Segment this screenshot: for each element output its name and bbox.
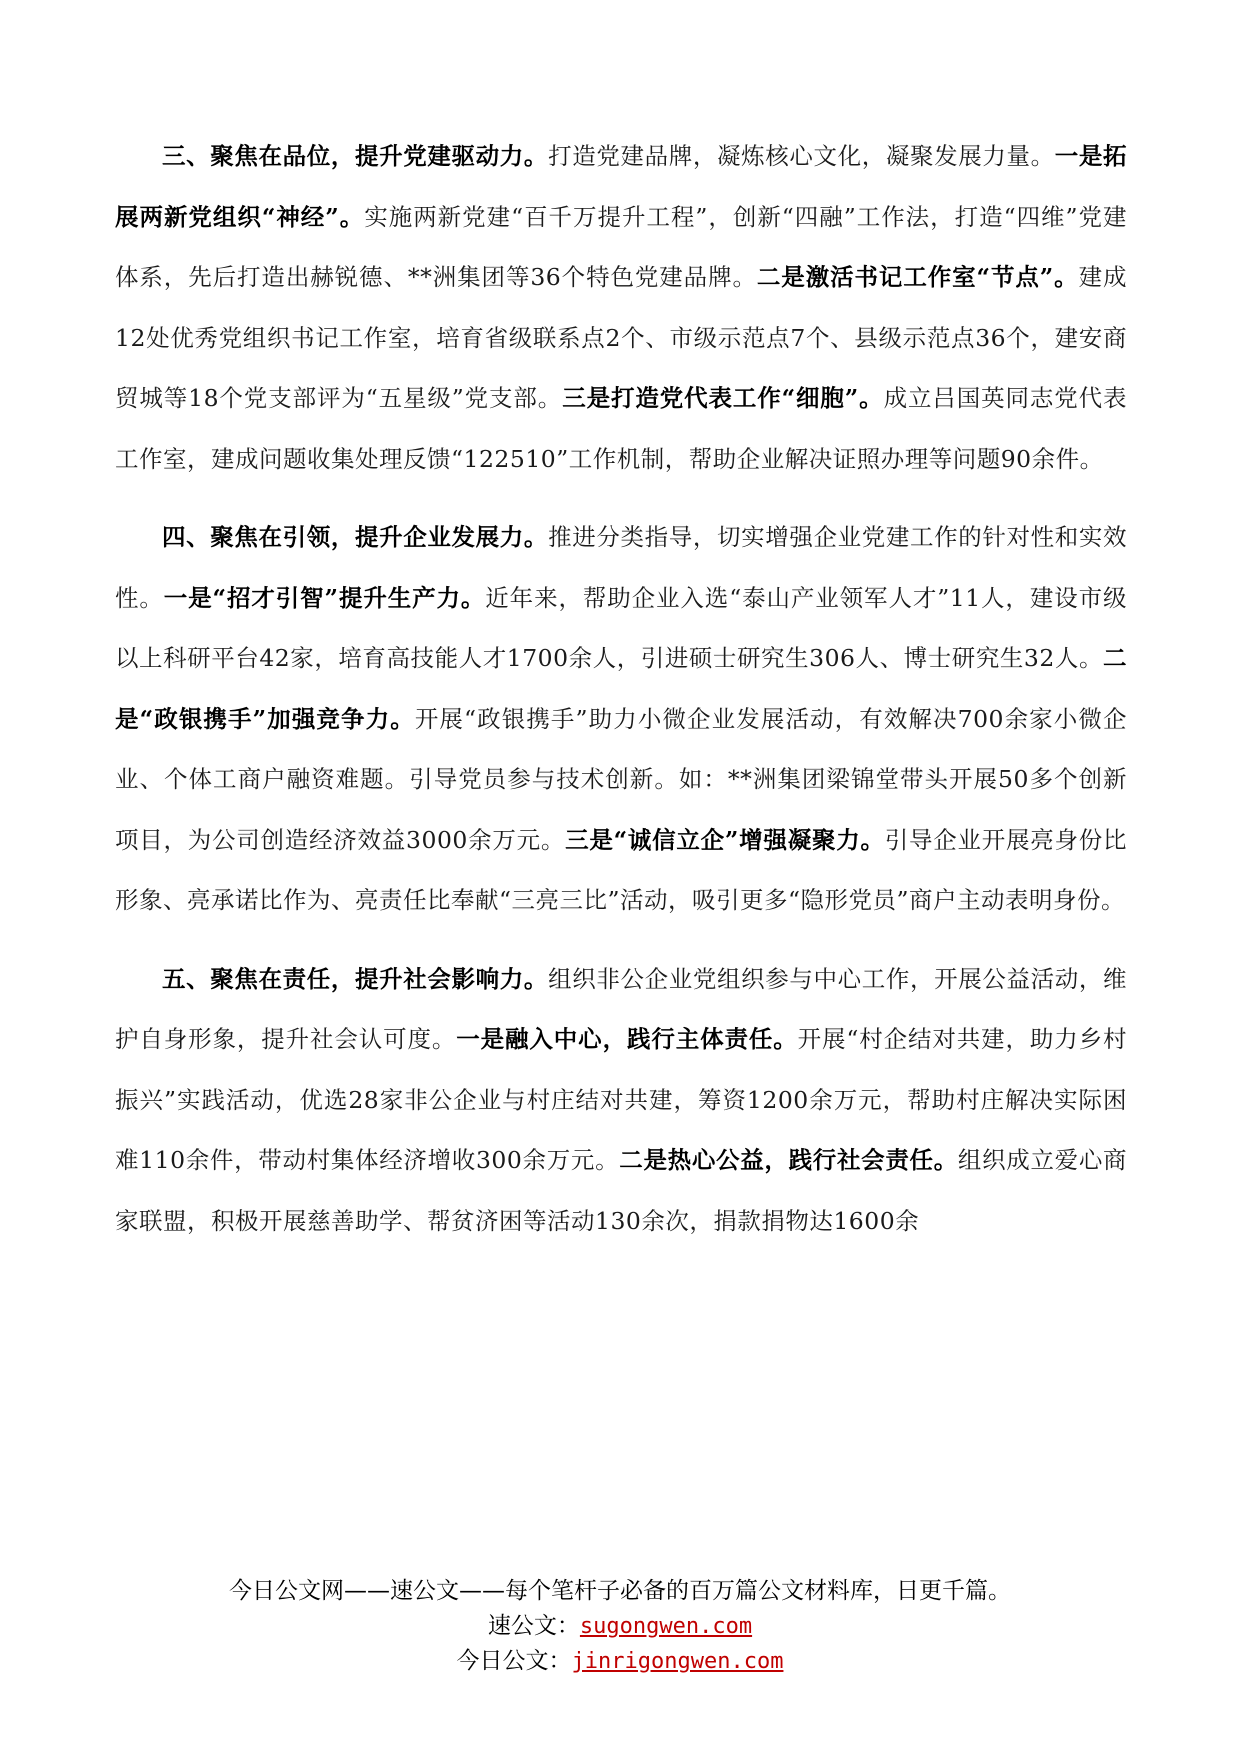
heading-3: 三、聚焦在品位，提升党建驱动力。 xyxy=(162,142,549,170)
text-segment: 开展“村企结对共建，助力乡村振兴”实践活动，优选28家非公企业与村庄结对共建，筹资1200余万元，帮助村庄解决实际困难110余件，带动村集体经济增收300余万元。 xyxy=(115,1025,1128,1174)
text-segment: 开展“政银携手”助力小微企业发展活动，有效解决700余家小微企业、个体工商户融资难题。引导党员参与技术创新。如：**洲集团梁锦堂带头开展50多个创新项目，为公司创造经济效益3000余万元。 xyxy=(115,704,1127,854)
paragraph-3 xyxy=(115,126,1127,489)
document-body xyxy=(115,126,1127,1269)
heading-4: 四、聚焦在引领，提升企业发展力。 xyxy=(162,523,549,551)
paragraph-4 xyxy=(115,507,1127,931)
footer-promo xyxy=(0,1573,1240,1679)
paragraph-5 xyxy=(115,949,1127,1252)
jinrigongwen-link[interactable]: jinrigongwen.com xyxy=(571,1649,784,1674)
subheading: 三是打造党代表工作“细胞”。 xyxy=(562,384,884,412)
subheading: 一是拓展两新党组织“神经”。 xyxy=(115,142,1128,231)
subheading: 二是热心公益，践行社会责任。 xyxy=(619,1146,958,1174)
footer-site-2-label: 今日公文： xyxy=(456,1648,572,1674)
text-segment: 组织非公企业党组织参与中心工作，开展公益活动，维护自身形象，提升社会认可度。 xyxy=(115,964,1128,1053)
footer-site-2 xyxy=(0,1644,1240,1679)
subheading: 一是融入中心，践行主体责任。 xyxy=(456,1025,798,1053)
subheading: 二是激活书记工作室“节点”。 xyxy=(756,263,1079,291)
subheading: 二是“政银携手”加强竞争力。 xyxy=(115,644,1127,733)
text-segment: 打造党建品牌，凝炼核心文化，凝聚发展力量。 xyxy=(548,142,1055,170)
footer-slogan: 今日公文网——速公文——每个笔杆子必备的百万篇公文材料库，日更千篇。 xyxy=(229,1578,1011,1604)
text-segment: 组织成立爱心商家联盟，积极开展慈善助学、帮贫济困等活动130余次，捐款捐物达1600余 xyxy=(115,1146,1128,1235)
text-segment: 成立吕国英同志党代表工作室，建成问题收集处理反馈“122510”工作机制，帮助企业解决证照办理等问题90余件。 xyxy=(115,384,1127,473)
subheading: 一是“招才引智”提升生产力。 xyxy=(163,583,486,612)
footer-site-1-label: 速公文： xyxy=(487,1613,580,1639)
heading-5: 五、聚焦在责任，提升社会影响力。 xyxy=(162,964,549,993)
text-segment: 推进分类指导，切实增强企业党建工作的针对性和实效性。 xyxy=(115,523,1128,612)
text-segment: 近年来，帮助企业入选“泰山产业领军人才”11人，建设市级以上科研平台42家，培育高技能人才1700余人，引进硕士研究生306人、博士研究生32人。 xyxy=(115,583,1127,672)
sugongwen-link[interactable]: sugongwen.com xyxy=(579,1614,753,1639)
footer-site-1 xyxy=(0,1609,1240,1644)
text-segment: 引导企业开展亮身份比形象、亮承诺比作为、亮责任比奉献“三亮三比”活动，吸引更多“隐形党员”商户主动表明身份。 xyxy=(115,825,1128,914)
text-segment: 实施两新党建“百千万提升工程”，创新“四融”工作法，打造“四维”党建体系，先后打造出赫锐德、**洲集团等36个特色党建品牌。 xyxy=(115,202,1127,291)
subheading: 三是“诚信立企”增强凝聚力。 xyxy=(565,825,885,854)
text-segment: 建成12处优秀党组织书记工作室，培育省级联系点2个、市级示范点7个、县级示范点36个，建安商贸城等18个党支部评为“五星级”党支部。 xyxy=(115,263,1127,412)
